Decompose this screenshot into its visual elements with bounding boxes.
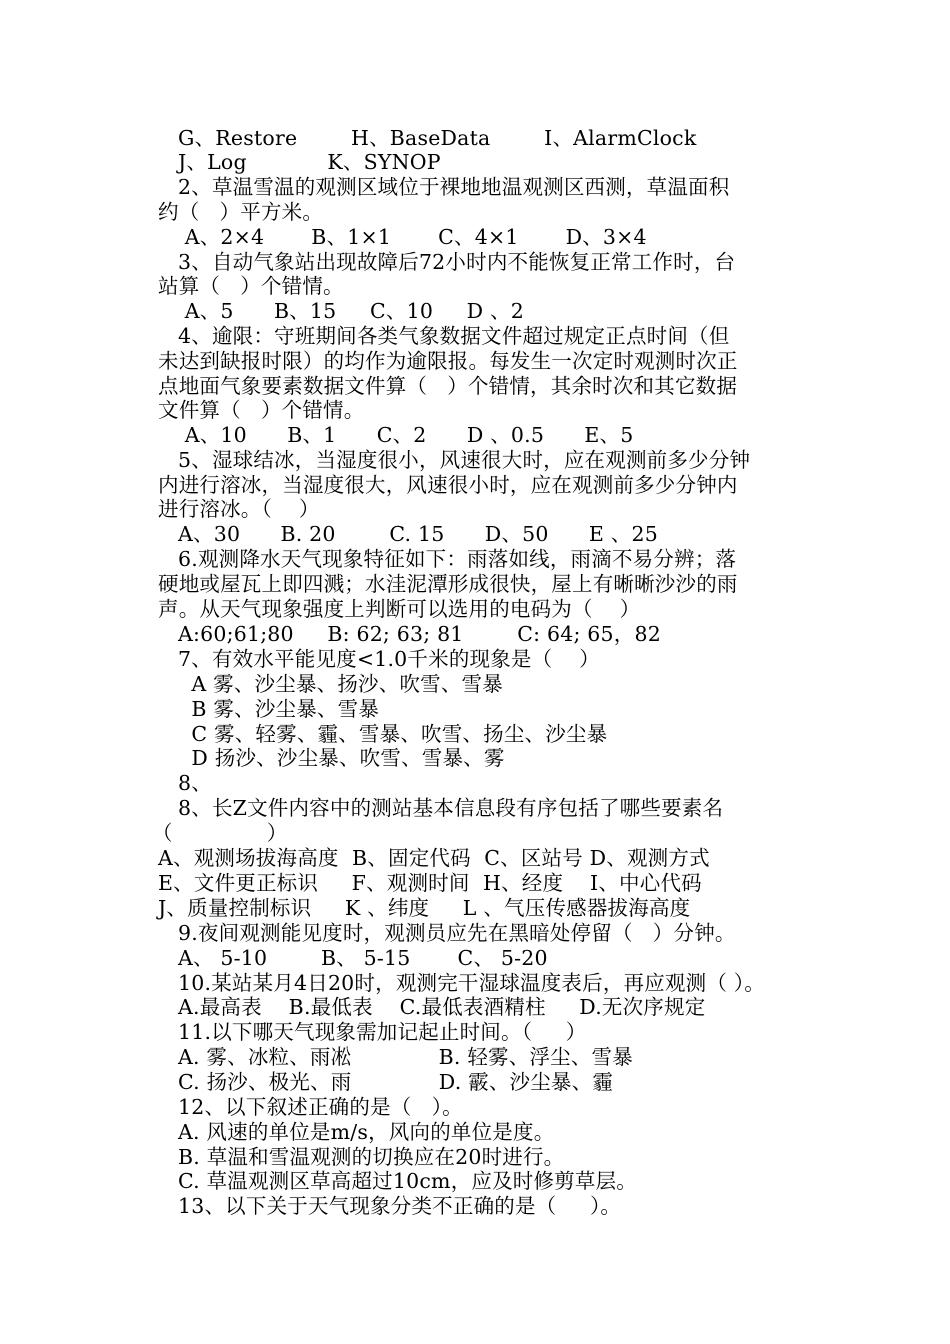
text-line: （ ） (152, 821, 288, 845)
text-line: 未达到缺报时限）的均作为逾限报。每发生一次定时观测时次正 (158, 349, 738, 373)
text-line: 站算（ ）个错情。 (158, 274, 344, 298)
question-9-line: 9.夜间观测能见度时，观测员应先在黑暗处停留（ ）分钟。 (178, 921, 736, 945)
options-line: E、文件更正标识 F、观测时间 H、经度 I、中心代码 (158, 871, 702, 895)
text-line: 点地面气象要素数据文件算（ ）个错情，其余时次和其它数据 (158, 374, 738, 398)
text-line: 硬地或屋瓦上即四溅；水洼泥潭形成很快，屋上有晰晰沙沙的雨 (158, 572, 738, 596)
question-3-line: 3、自动气象站出现故障后72小时内不能恢复正常工作时，台 (178, 250, 736, 274)
options-line: A、30 B. 20 C. 15 D、50 E 、25 (178, 522, 658, 546)
option-line: B. 草温和雪温观测的切换应在20时进行。 (178, 1145, 565, 1169)
options-line: A、10 B、1 C、2 D 、0.5 E、5 (178, 423, 634, 447)
question-4-line: 4、逾限：守班期间各类气象数据文件超过规定正点时间（但 (178, 324, 730, 348)
option-line: C. 草温观测区草高超过10cm，应及时修剪草层。 (178, 1169, 637, 1193)
question-11-line: 11.以下哪天气现象需加记起止时间。（ ） (178, 1020, 587, 1044)
option-line: A. 风速的单位是m/s，风向的单位是度。 (178, 1120, 555, 1144)
question-6-line: 6.观测降水天气现象特征如下：雨落如线，雨滴不易分辨；落 (178, 547, 737, 571)
options-line: C. 扬沙、极光、雨 D. 霰、沙尘暴、霾 (178, 1070, 614, 1094)
question-7-line: 7、有效水平能见度<1.0千米的现象是（ ） (178, 647, 600, 671)
options-line: A. 雾、冰粒、雨凇 B. 轻雾、浮尘、雪暴 (178, 1045, 633, 1069)
options-line: J、质量控制标识 K 、纬度 L 、气压传感器拔海高度 (158, 896, 691, 920)
option-line: C 雾、轻雾、霾、雪暴、吹雪、扬尘、沙尘暴 (178, 722, 608, 746)
options-line: A、5 B、15 C、10 D 、2 (178, 299, 524, 323)
options-line: A.最高表 B.最低表 C.最低表酒精柱 D.无次序规定 (178, 995, 706, 1019)
options-line: A:60;61;80 B: 62; 63; 81 C: 64; 65，82 (178, 622, 661, 646)
text-line: J、Log K、SYNOP (178, 150, 441, 174)
text-line: 内进行溶冰，当湿度很大，风速很小时，应在观测前多少分钟内 (158, 473, 738, 497)
text-line: 声。从天气现象强度上判断可以选用的电码为（ ） (158, 597, 641, 621)
question-12-line: 12、以下叙述正确的是（ ）。 (178, 1095, 463, 1119)
question-2-line: 2、草温雪温的观测区域位于裸地地温观测区西测，草温面积 (178, 175, 730, 199)
text-line: G、Restore H、BaseData I、AlarmClock (178, 126, 697, 150)
question-8-line: 8、长Z文件内容中的测站基本信息段有序包括了哪些要素名 (178, 796, 724, 820)
question-13-line: 13、以下关于天气现象分类不正确的是（ ）。 (178, 1194, 622, 1218)
options-line: A、 5-10 B、 5-15 C、 5-20 (178, 946, 548, 970)
text-line: 约（ ）平方米。 (158, 200, 324, 224)
options-line: A、2×4 B、1×1 C、4×1 D、3×4 (178, 225, 647, 249)
text-line: 文件算（ ）个错情。 (158, 398, 365, 422)
option-line: A 雾、沙尘暴、扬沙、吹雪、雪暴 (178, 672, 503, 696)
question-8-stub: 8、 (178, 771, 212, 795)
question-10-line: 10.某站某月4日20时，观测完干湿球温度表后，再应观测（ ）。 (178, 971, 765, 995)
option-line: B 雾、沙尘暴、雪暴 (178, 697, 380, 721)
options-line: A、观测场拔海高度 B、固定代码 C、区站号 D、观测方式 (158, 846, 710, 870)
option-line: D 扬沙、沙尘暴、吹雪、雪暴、雾 (178, 746, 505, 770)
question-5-line: 5、湿球结冰，当湿度很小，风速很大时，应在观测前多少分钟 (178, 448, 751, 472)
text-line: 进行溶冰。（ ） (158, 497, 320, 521)
